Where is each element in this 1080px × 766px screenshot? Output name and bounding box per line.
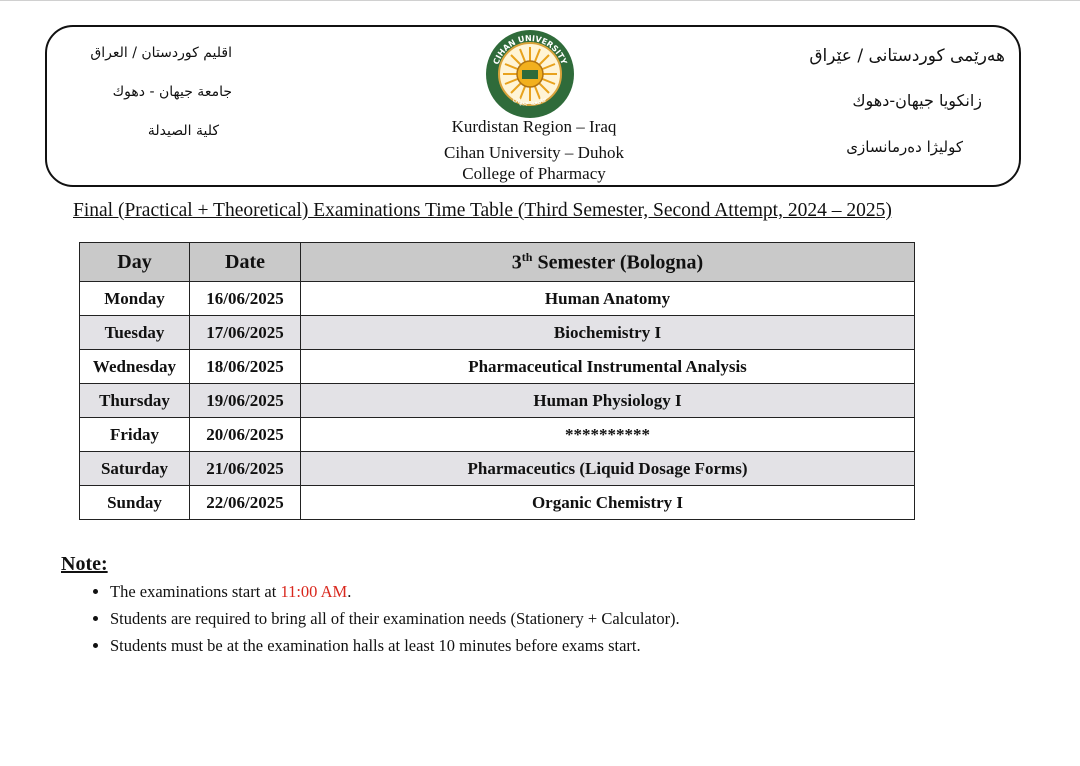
kurdish-college: كوليژا دەرمانسازی [846, 138, 963, 156]
english-university: Cihan University – Duhok [444, 143, 624, 162]
top-divider [0, 0, 1080, 1]
list-item: • Students must be at the examination halls at least 10 minutes before exams start. [110, 635, 680, 662]
note-list [90, 581, 680, 662]
cell-subject: Human Physiology I [301, 384, 915, 418]
cell-date: 19/06/2025 [190, 384, 301, 418]
cell-day: Friday [80, 418, 190, 452]
cell-subject: ********** [301, 418, 915, 452]
note-heading: Note: [61, 553, 108, 575]
cell-date: 17/06/2025 [190, 316, 301, 350]
start-time: 11:00 AM [280, 582, 348, 601]
list-item: • The examinations start at 11:00 AM. [110, 581, 680, 608]
cell-day: Monday [80, 282, 190, 316]
english-region: Kurdistan Region – Iraq [451, 117, 617, 136]
page-title: Final (Practical + Theoretical) Examinations Time Table (Third Semester, Second Attempt, 2024 – 2025) [73, 200, 892, 221]
cell-date: 22/06/2025 [190, 486, 301, 520]
cell-subject: Biochemistry I [301, 316, 915, 350]
table-row [80, 350, 915, 384]
cell-day: Sunday [80, 486, 190, 520]
kurdish-region: هەرێمی کوردستانی / عێراق [809, 46, 1005, 66]
cell-day: Thursday [80, 384, 190, 418]
cell-subject: Pharmaceutical Instrumental Analysis [301, 350, 915, 384]
cell-date: 20/06/2025 [190, 418, 301, 452]
header-semester: 3th Semester (Bologna) [301, 243, 915, 282]
english-college: College of Pharmacy [462, 164, 606, 183]
cell-day: Saturday [80, 452, 190, 486]
arabic-university: جامعة جيهان - دهوك [112, 84, 232, 100]
table-row [80, 316, 915, 350]
cell-day: Tuesday [80, 316, 190, 350]
arabic-region: اقليم كوردستان / العراق [90, 45, 232, 61]
kurdish-university: زانكويا جيهان-دهوك [852, 91, 982, 110]
header-day: Day [80, 243, 190, 282]
svg-text:CIHAN UNIVERSITY: CIHAN UNIVERSITY [491, 33, 569, 66]
cell-subject: Human Anatomy [301, 282, 915, 316]
cell-day: Wednesday [80, 350, 190, 384]
cell-subject: Pharmaceutics (Liquid Dosage Forms) [301, 452, 915, 486]
list-item: • Students are required to bring all of their examination needs (Stationery + Calculator). [110, 608, 680, 635]
table-row [80, 452, 915, 486]
letterhead [45, 25, 1021, 187]
svg-text:جامعة جيهان: جامعة جيهان [511, 94, 549, 108]
table-row [80, 384, 915, 418]
arabic-college: كلية الصيدلة [147, 123, 219, 139]
cell-date: 21/06/2025 [190, 452, 301, 486]
cell-date: 18/06/2025 [190, 350, 301, 384]
cell-subject: Organic Chemistry I [301, 486, 915, 520]
cell-date: 16/06/2025 [190, 282, 301, 316]
table-header-row [80, 243, 915, 282]
header-date: Date [190, 243, 301, 282]
exam-timetable [79, 242, 915, 520]
table-row [80, 282, 915, 316]
table-row [80, 418, 915, 452]
university-logo-icon [485, 29, 575, 119]
table-row [80, 486, 915, 520]
